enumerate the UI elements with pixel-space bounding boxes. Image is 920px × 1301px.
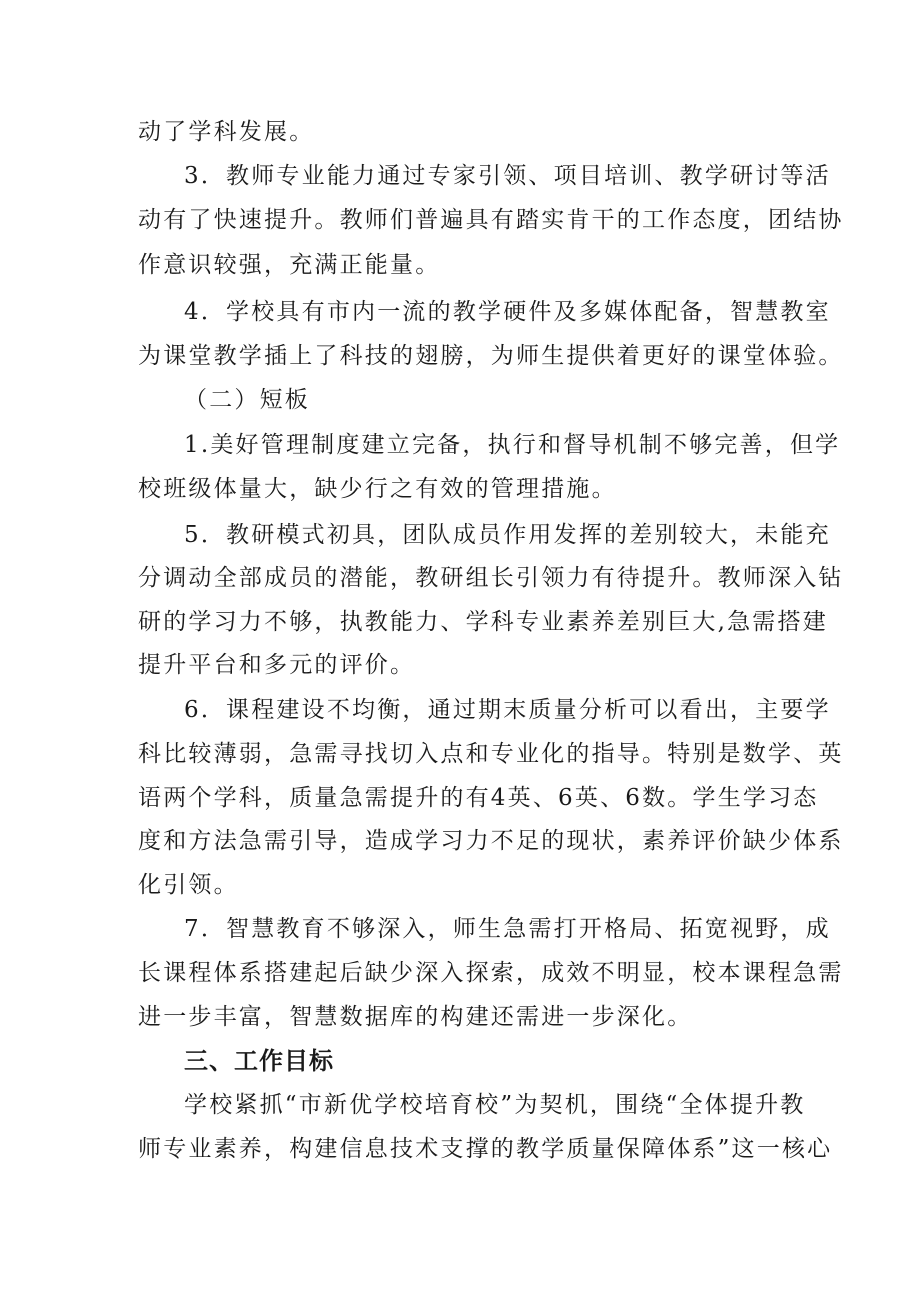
- paragraph-line: 语两个学科，质量急需提升的有4英、6英、6数。学生学习态: [138, 785, 819, 811]
- paragraph-line: 5．教研模式初具，团队成员作用发挥的差别较大，未能充: [184, 522, 831, 548]
- paragraph-line: 7．智慧教育不够深入，师生急需打开格局、拓宽视野，成: [184, 916, 831, 942]
- section-heading: 三、工作目标: [184, 1047, 334, 1075]
- paragraph-line: 为课堂教学插上了科技的翅膀，为师生提供着更好的课堂体验。: [138, 343, 844, 369]
- paragraph-line: 4．学校具有市内一流的教学硬件及多媒体配备，智慧教室: [184, 299, 831, 325]
- paragraph-line: 动有了快速提升。教师们普遍具有踏实肯干的工作态度，团结协: [138, 207, 844, 233]
- paragraph-line: 化引领。: [138, 872, 239, 898]
- paragraph-line: 分调动全部成员的潜能，教研组长引领力有待提升。教师深入钻: [138, 565, 844, 591]
- paragraph-line: 1.美好管理制度建立完备，执行和督导机制不够完善，但学: [184, 432, 841, 458]
- paragraph-line: 进一步丰富，智慧数据库的构建还需进一步深化。: [138, 1004, 693, 1030]
- paragraph-line: 作意识较强，充满正能量。: [138, 252, 441, 278]
- paragraph-line: 长课程体系搭建起后缺少深入探索，成效不明显，校本课程急需: [138, 960, 844, 986]
- paragraph-line: 6．课程建设不均衡，通过期末质量分析可以看出，主要学: [184, 697, 831, 723]
- paragraph-line: 动了学科发展。: [138, 119, 315, 145]
- paragraph-line: 校班级体量大，缺少行之有效的管理措施。: [138, 476, 617, 502]
- paragraph-line: 提升平台和多元的评价。: [138, 652, 416, 678]
- paragraph-line: 科比较薄弱，急需寻找切入点和专业化的指导。特别是数学、英: [138, 741, 844, 767]
- paragraph-line: 学校紧抓“市新优学校培育校”为契机，围绕“全体提升教: [184, 1092, 806, 1118]
- paragraph-line: 师专业素养，构建信息技术支撑的教学质量保障体系”这一核心: [138, 1136, 833, 1162]
- paragraph-line: 3．教师专业能力通过专家引领、项目培训、教学研讨等活: [184, 163, 831, 189]
- section-subtitle: （二）短板: [184, 387, 310, 413]
- paragraph-line: 研的学习力不够，执教能力、学科专业素养差别巨大,急需搭建: [138, 609, 828, 635]
- paragraph-line: 度和方法急需引导，造成学习力不足的现状，素养评价缺少体系: [138, 828, 844, 854]
